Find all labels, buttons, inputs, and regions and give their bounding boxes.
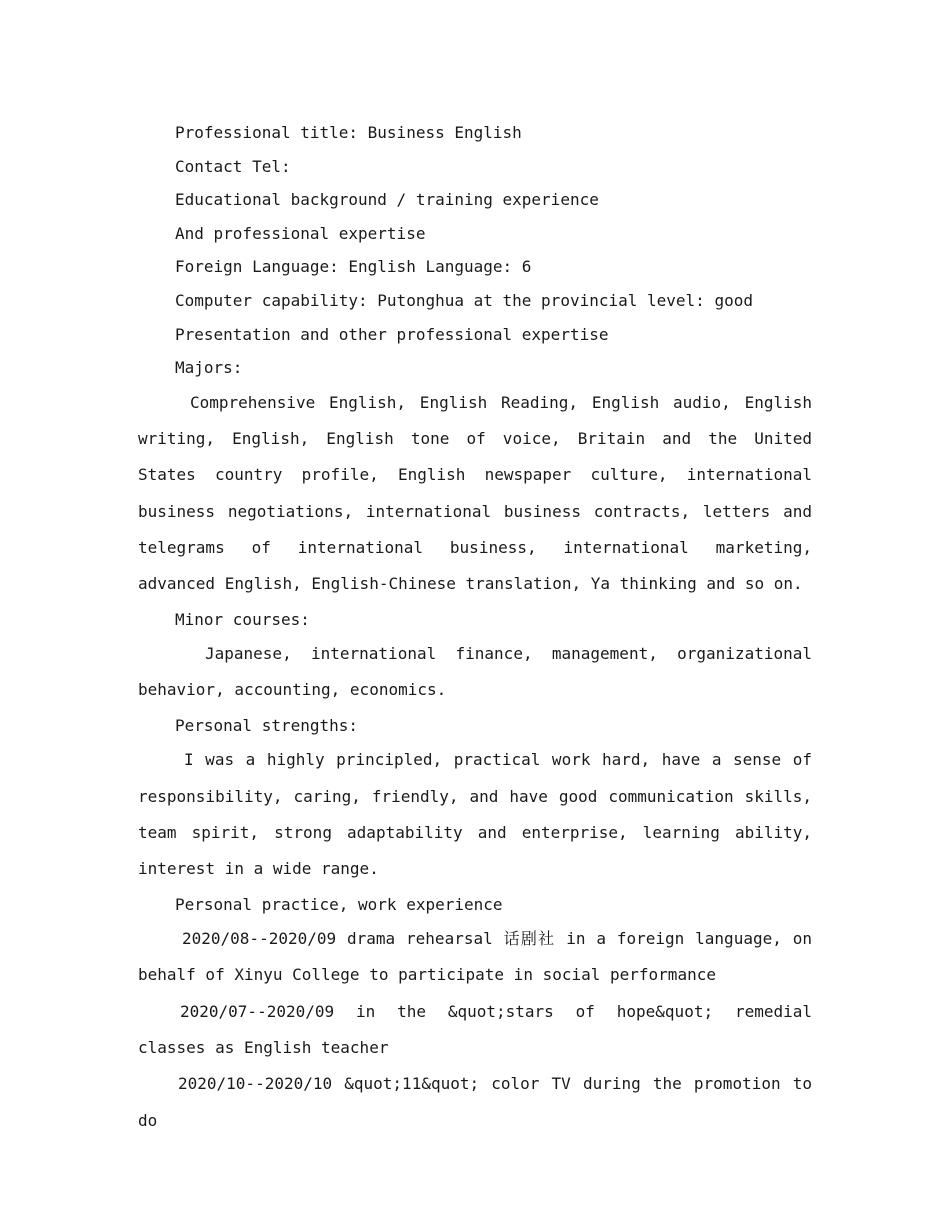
- personal-strengths-paragraph: I was a highly principled, practical work hard, have a sense of responsibility, caring, friendly, and have good communication skills, team spirit, strong adaptability and enterprise, learning ability, interest in a wide range.: [138, 750, 812, 879]
- expertise-heading-line: And professional expertise: [175, 223, 426, 243]
- experience-entry-3: 2020/10--2020/10 &quot;11&quot; color TV during the promotion to do: [138, 1074, 812, 1130]
- experience-entry-2: 2020/07--2020/09 in the &quot;stars of hope&quot; remedial classes as English teacher: [138, 1001, 812, 1057]
- computer-capability-line: Computer capability: Putonghua at the provincial level: good: [175, 290, 753, 310]
- professional-title-line: Professional title: Business English: [175, 123, 522, 142]
- minor-courses-label: Minor courses:: [175, 609, 310, 629]
- practice-experience-label: Personal practice, work experience: [175, 894, 503, 914]
- personal-strengths-label: Personal strengths:: [175, 715, 359, 735]
- majors-label: Majors:: [175, 358, 243, 378]
- experience-entry-1: 2020/08--2020/09 drama rehearsal 话剧社 in a foreign language, on behalf of Xinyu College to participate in social performance: [138, 929, 812, 985]
- education-line: Educational background / training experience: [175, 190, 599, 210]
- presentation-line: Presentation and other professional expertise: [175, 324, 609, 344]
- contact-tel-line: Contact Tel:: [175, 156, 291, 176]
- document-body: [138, 116, 812, 1139]
- majors-paragraph: Comprehensive English, English Reading, English audio, English writing, English, English tone of voice, Britain and the United States country profile, English newspaper culture, international business negotiations, international business contracts, letters and telegrams of international business, international marketing, advanced English, English-Chinese translation, Ya thinking and so on.: [138, 392, 812, 594]
- foreign-language-line: Foreign Language: English Language: 6: [175, 257, 532, 277]
- minor-courses-paragraph: Japanese, international finance, management, organizational behavior, accounting, economics.: [138, 644, 812, 700]
